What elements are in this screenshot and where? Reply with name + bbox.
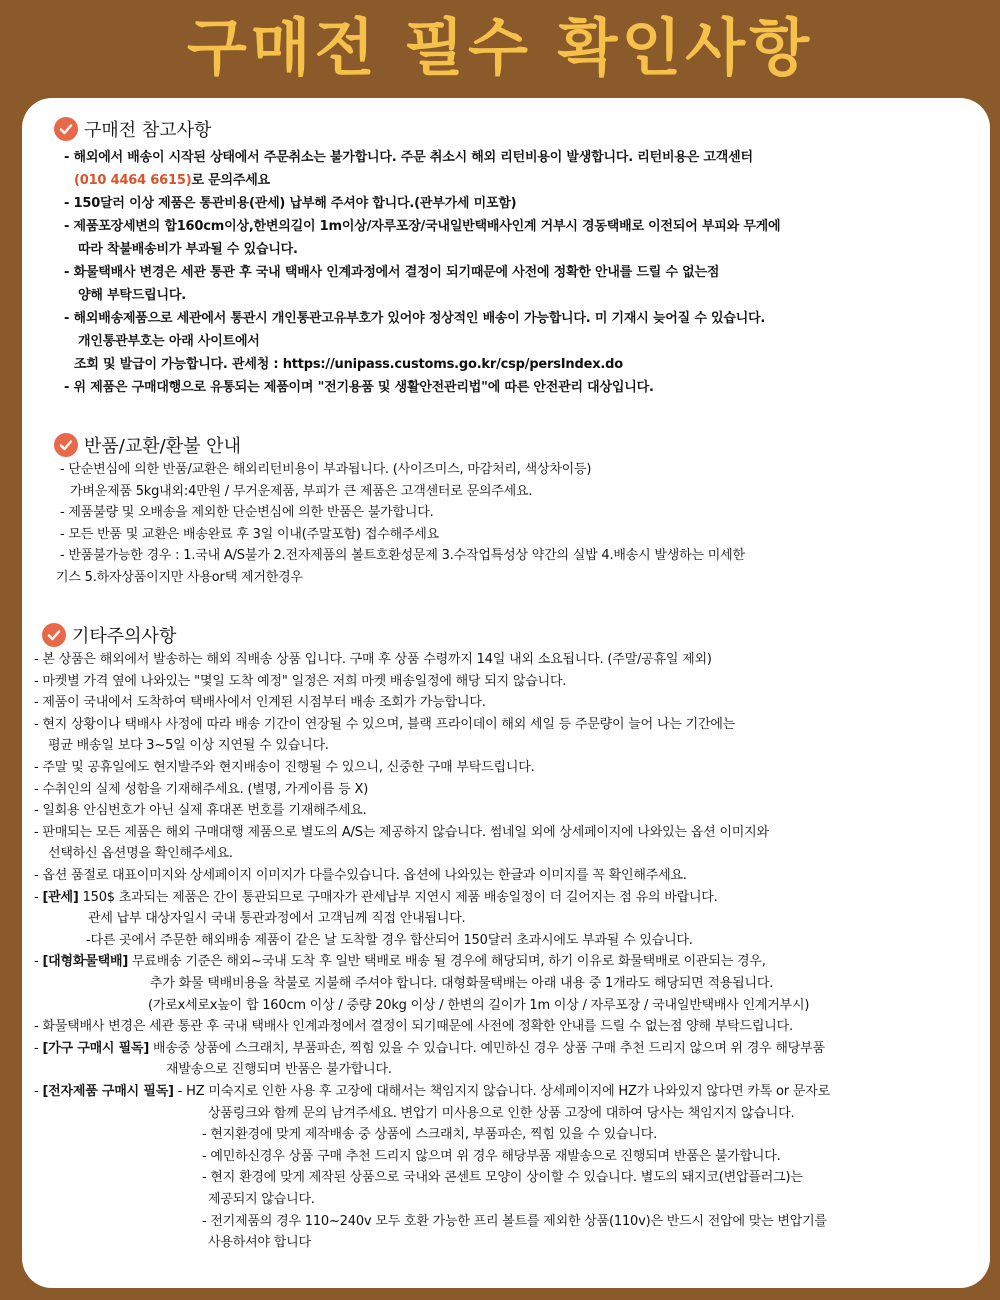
- bold-tag: [전자제품 구매시 필독]: [42, 1084, 174, 1099]
- line-text: - 현지 환경에 맞게 제작된 상품으로 국내와 콘센트 모양이 상이할 수 있습니다. 별도의 돼지코(변압플러그)는: [202, 1170, 803, 1186]
- section-title: 기타주의사항: [72, 626, 177, 647]
- check-icon: [54, 117, 78, 141]
- line-text: 제공되지 않습니다.: [208, 1192, 315, 1207]
- line-text: -: [34, 1040, 43, 1056]
- notice-line: [202, 1168, 803, 1188]
- notice-line: [70, 482, 532, 502]
- line-text: -: [34, 889, 43, 905]
- line-text: 재발송으로 진행되며 반품은 불가합니다.: [166, 1062, 392, 1078]
- line-text: 개인통관부호는 아래 사이트에서: [78, 334, 260, 349]
- notice-line: [64, 378, 654, 398]
- line-text: 따라 착불배송비가 부과될 수 있습니다.: [78, 242, 298, 257]
- line-text: - 예민하신경우 상품 구매 추천 드리지 않으며 위 경우 해당부품 재발송으로 진행되며 반품은 불가합니다.: [202, 1148, 781, 1164]
- line-text: - 해외에서 배송이 시작된 상태에서 주문취소는 불가합니다. 주문 취소시 해외 리턴비용이 발생합니다. 리턴비용은 고객센터: [64, 150, 753, 165]
- line-text: - 일회용 안심번호가 아닌 실제 휴대폰 번호를 기재해주세요.: [34, 803, 367, 819]
- bold-tag: [대형화물택배]: [42, 954, 129, 970]
- page-title: 구매전 필수 확인사항: [186, 11, 814, 84]
- line-text: - 150달러 이상 제품은 통관비용(관세) 납부해 주셔야 합니다.(관부가세 미포함): [64, 196, 517, 211]
- line-text: - 마켓별 가격 옆에 나와있는 "몇일 도착 예정" 일정은 저희 마켓 배송일정에 해당 되지 않습니다.: [34, 673, 567, 689]
- notice-line: [34, 888, 718, 908]
- notice-line: [64, 194, 516, 214]
- notice-line: [34, 1039, 825, 1059]
- notice-line: [34, 1017, 793, 1037]
- notice-line: [86, 931, 693, 951]
- line-text: 기스 5.하자상품이지만 사용or택 제거한경우: [56, 569, 303, 585]
- line-text: 선택하신 옵션명을 확인해주세요.: [48, 846, 233, 862]
- section-title: 반품/교환/환불 안내: [84, 436, 241, 457]
- notice-line: [34, 693, 486, 713]
- line-text: - 전기제품의 경우 110~240v 모두 호환 가능한 프리 볼트를 제외한 상품(110v)은 반드시 전압에 맞는 변압기를: [202, 1213, 827, 1229]
- line-text: 조회 및 발급이 가능합니다. 관세청 : https://unipass.customs.go.kr/csp/persIndex.do: [74, 357, 623, 372]
- line-text: 로 문의주세요: [191, 173, 270, 188]
- line-text: - 현지 상황이나 택배사 사정에 따라 배송 기간이 연장될 수 있으며, 블랙 프라이데이 해외 세일 등 주문량이 늘어 나는 기간에는: [34, 716, 736, 732]
- line-text: - HZ 미숙지로 인한 사용 후 고장에 대해서는 책임지지 않습니다. 상세페이지에 HZ가 나와있지 않다면 카톡 or 문자로: [173, 1084, 830, 1099]
- notice-line: [34, 672, 566, 692]
- line-text: 무료배송 기준은 해외~국내 도착 후 일반 택배로 배송 될 경우에 해당되며, 하기 이유로 화물택배로 이관되는 경우,: [128, 954, 766, 970]
- notice-line: [60, 525, 439, 545]
- section-heading-purchase-notes: [54, 116, 211, 142]
- notice-line: [208, 1104, 794, 1124]
- phone-number: (010 4464 6615): [74, 173, 192, 188]
- check-icon: [54, 433, 78, 457]
- line-text: - 주말 및 공휴일에도 현지발주와 현지배송이 진행될 수 있으니, 신중한 구매 부탁드립니다.: [34, 760, 535, 775]
- notice-line: [202, 1212, 827, 1232]
- notice-line: [34, 952, 766, 972]
- notice-line: [34, 1082, 830, 1102]
- line-text: - 수취인의 실제 성함을 기재해주세요. (별명, 가게이름 등 X): [34, 781, 369, 797]
- line-text: 150$ 초과되는 제품은 간이 통관되므로 구매자가 관세납부 지연시 제품 배송일정이 더 길어지는 점 유의 바랍니다.: [78, 889, 718, 905]
- notice-line: [78, 286, 186, 306]
- notice-line: [34, 801, 367, 821]
- line-text: - 화물택배사 변경은 세관 통관 후 국내 택배사 인계과정에서 결정이 되기때문에 사전에 정확한 안내를 드릴 수 없는점 양해 부탁드립니다.: [34, 1019, 793, 1035]
- notice-line: [150, 974, 773, 994]
- line-text: -: [34, 1084, 43, 1099]
- notice-line: [34, 650, 712, 670]
- line-text: -다른 곳에서 주문한 해외배송 제품이 같은 날 도착할 경우 합산되어 150달러 초과시에도 부과될 수 있습니다.: [86, 932, 693, 948]
- notice-line: [60, 460, 591, 480]
- section-heading-return-exchange: [54, 432, 241, 458]
- line-text: 상품링크와 함께 문의 남겨주세요. 변압기 미사용으로 인한 상품 고장에 대하여 당사는 책임지지 않습니다.: [208, 1105, 795, 1121]
- line-text: - 모든 반품 및 교환은 배송완료 후 3일 이내(주말포함) 접수해주세요: [60, 526, 440, 542]
- line-text: 관세 납부 대상자일시 국내 통관과정에서 고객님께 직접 안내됩니다.: [88, 911, 466, 927]
- bold-tag: [가구 구매시 필독]: [42, 1040, 150, 1056]
- notice-line: [60, 503, 434, 523]
- line-text: 양해 부탁드립니다.: [78, 288, 186, 303]
- notice-line: [202, 1147, 781, 1167]
- notice-line: [74, 171, 270, 191]
- notice-line: [64, 309, 765, 329]
- notice-line: [78, 332, 260, 352]
- line-text: - 옵션 품절로 대표이미지와 상세페이지 이미지가 다를수있습니다. 옵션에 나와있는 한글과 이미지를 꼭 확인해주세요.: [34, 868, 687, 883]
- line-text: (가로x세로x높이 합 160cm 이상 / 중량 20kg 이상 / 한변의 길이가 1m 이상 / 자루포장 / 국내일반택배사 인계거부시): [148, 997, 810, 1013]
- line-text: - 현지환경에 맞게 제작배송 중 상품에 스크래치, 부품파손, 찍힘 있을 수 있습니다.: [202, 1127, 658, 1143]
- line-text: - 화물택배사 변경은 세관 통관 후 국내 택배사 인계과정에서 결정이 되기때문에 사전에 정확한 안내를 드릴 수 없는점: [64, 265, 720, 280]
- line-text: - 해외배송제품으로 세관에서 통관시 개인통관고유부호가 있어야 정상적인 배송이 가능합니다. 미 기재시 늦어질 수 있습니다.: [64, 311, 766, 326]
- line-text: - 제품이 국내에서 도착하여 택배사에서 인계된 시점부터 배송 조회가 가능합니다.: [34, 695, 486, 711]
- notice-line: [56, 568, 303, 588]
- line-text: 사용하셔야 합니다: [208, 1235, 311, 1251]
- line-text: 추가 화물 택배비용을 착불로 지불해 주셔야 합니다. 대형화물택배는 아래 내용 중 1개라도 해당되면 적용됩니다.: [150, 976, 774, 991]
- notice-line: [208, 1233, 311, 1253]
- notice-line: [48, 844, 233, 864]
- notice-line: [34, 823, 769, 843]
- check-icon: [42, 623, 66, 647]
- line-text: 평균 배송일 보다 3~5일 이상 지연될 수 있습니다.: [48, 738, 329, 754]
- line-text: - 제품불량 및 오배송을 제외한 단순변심에 의한 반품은 불가합니다.: [60, 505, 434, 520]
- line-text: - 본 상품은 해외에서 발송하는 해외 직배송 상품 입니다. 구매 후 상품 수령까지 14일 내외 소요됩니다. (주말/공휴일 제외): [34, 652, 712, 667]
- notice-line: [88, 909, 465, 929]
- section-heading-other-cautions: [42, 622, 176, 648]
- line-text: 배송중 상품에 스크래치, 부품파손, 찍힘 있을 수 있습니다. 예민하신 경우 상품 구매 추천 드리지 않으며 위 경우 해당부품: [149, 1040, 825, 1056]
- line-text: -: [34, 954, 43, 970]
- notice-line: [64, 263, 719, 283]
- notice-line: [64, 217, 780, 237]
- line-text: - 위 제품은 구매대행으로 유통되는 제품이며 "전기용품 및 생활안전관리법"에 따른 안전관리 대상입니다.: [64, 380, 654, 395]
- bold-tag: [관세]: [42, 889, 79, 905]
- section-title: 구매전 참고사항: [84, 120, 212, 141]
- notice-panel: [22, 98, 990, 1288]
- notice-line: [202, 1125, 657, 1145]
- notice-line: [148, 996, 809, 1016]
- notice-line: [74, 355, 623, 375]
- notice-line: [48, 736, 329, 756]
- notice-line: [208, 1190, 315, 1210]
- line-text: - 판매되는 모든 제품은 해외 구매대행 제품으로 별도의 A/S는 제공하지 않습니다. 썸네일 외에 상세페이지에 나와있는 옵션 이미지와: [34, 824, 769, 840]
- line-text: - 반품불가능한 경우 : 1.국내 A/S불가 2.전자제품의 볼트호환성문제 3.수작업특성상 약간의 실밥 4.배송시 발생하는 미세한: [60, 548, 745, 563]
- notice-line: [34, 866, 687, 886]
- line-text: - 제품포장세변의 합160cm이상,한변의길이 1m이상/자루포장/국내일반택배사인계 거부시 경동택배로 이전되어 부피와 무게에: [64, 219, 781, 234]
- notice-line: [78, 240, 298, 260]
- notice-line: [34, 758, 535, 778]
- notice-line: [34, 780, 368, 800]
- line-text: 가벼운제품 5kg내외:4만원 / 무거운제품, 부피가 큰 제품은 고객센터로 문의주세요.: [70, 483, 533, 499]
- notice-line: [34, 715, 735, 735]
- notice-line: [64, 148, 753, 168]
- line-text: - 단순변심에 의한 반품/교환은 해외리턴비용이 부과됩니다. (사이즈미스, 마감처리, 색상차이등): [60, 462, 592, 477]
- notice-line: [60, 546, 745, 566]
- notice-line: [166, 1060, 392, 1080]
